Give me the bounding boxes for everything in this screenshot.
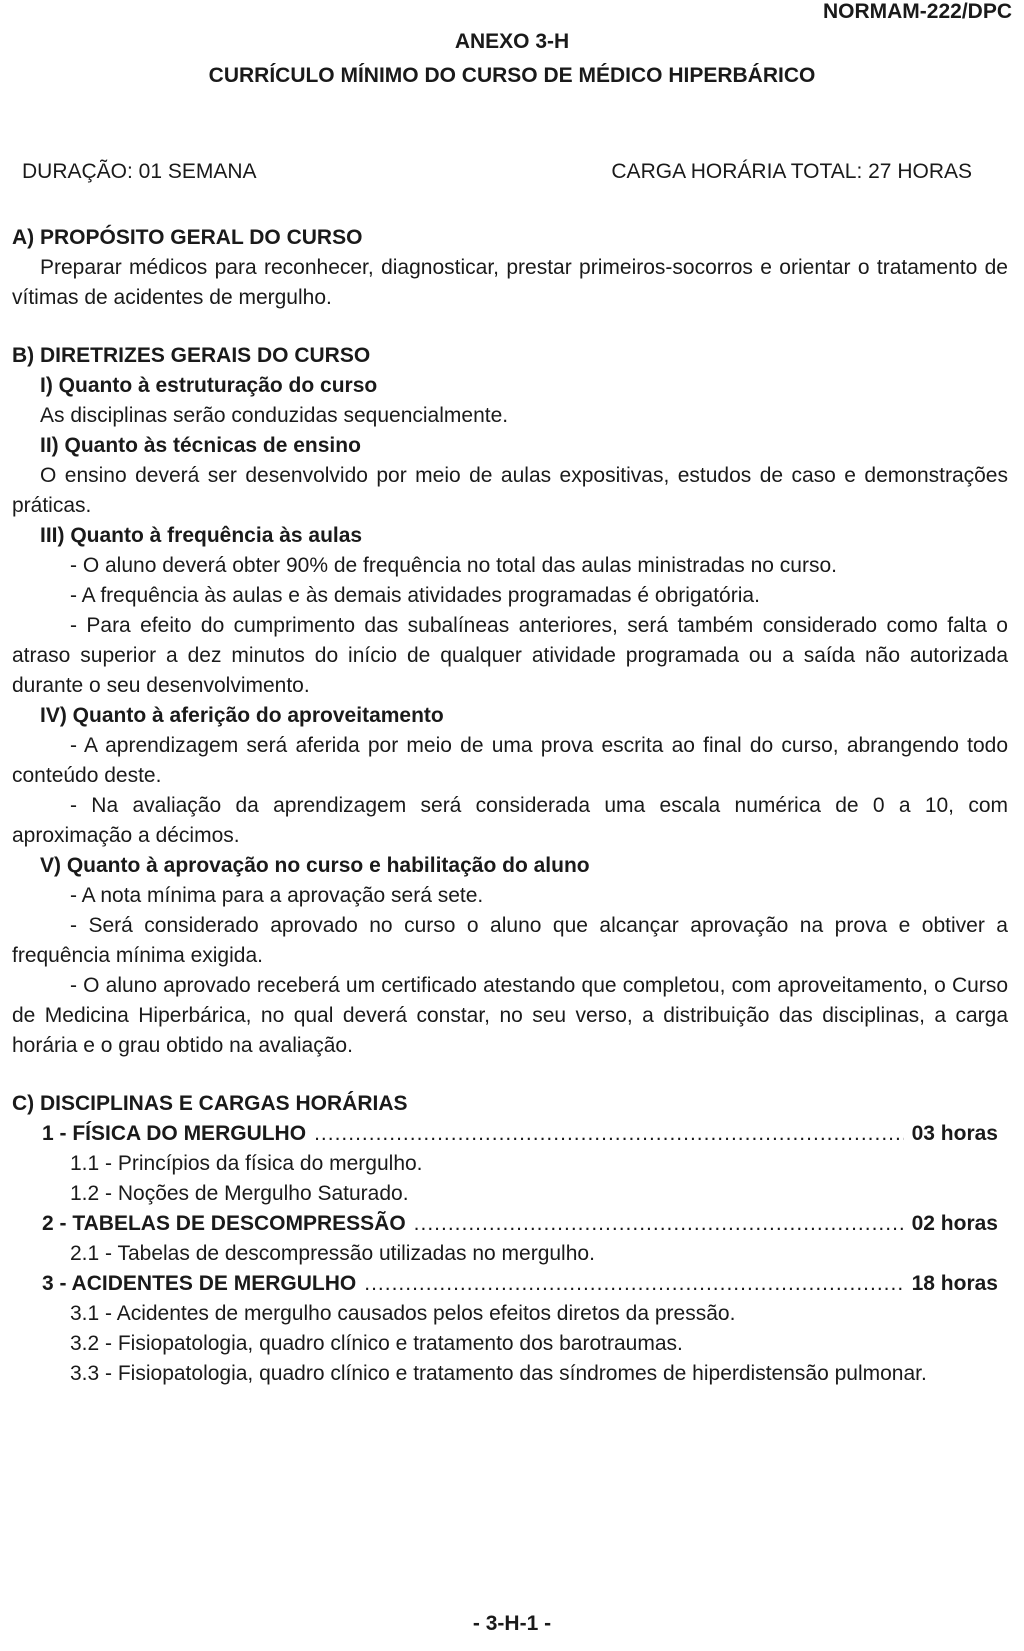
discipline-item: 3.1 - Acidentes de mergulho causados pelos efeitos diretos da pressão.	[70, 1302, 736, 1325]
course-duration: DURAÇÃO: 01 SEMANA	[22, 160, 257, 183]
annex-title: ANEXO 3-H	[454, 30, 570, 53]
discipline-2-row	[12, 1209, 998, 1239]
discipline-item: 2.1 - Tabelas de descompressão utilizadas no mergulho.	[70, 1242, 595, 1265]
discipline-1-row	[12, 1119, 998, 1149]
total-workload: CARGA HORÁRIA TOTAL: 27 HORAS	[611, 160, 972, 183]
document-code: NORMAM-222/DPC	[822, 0, 1012, 23]
subsection-iii-item: - Para efeito do cumprimento das subalíneas anteriores, será também considerado como falta o atraso superior a dez minutos do início de qualquer atividade programada ou a saída não autorizada durante o seu desenvolvimento.	[12, 614, 1008, 697]
subsection-ii-heading: II) Quanto às técnicas de ensino	[40, 434, 361, 457]
subsection-iv-heading: IV) Quanto à aferição do aproveitamento	[40, 704, 444, 727]
subsection-iii-item: - O aluno deverá obter 90% de frequência no total das aulas ministradas no curso.	[70, 554, 837, 577]
discipline-item: 1.1 - Princípios da física do mergulho.	[70, 1152, 423, 1175]
curriculum-title: CURRÍCULO MÍNIMO DO CURSO DE MÉDICO HIPERBÁRICO	[208, 64, 816, 87]
dot-leader	[314, 1119, 904, 1149]
subsection-v-item: - A nota mínima para a aprovação será sete.	[70, 884, 484, 907]
subsection-iii-heading: III) Quanto à frequência às aulas	[40, 524, 363, 547]
subsection-v-heading: V) Quanto à aprovação no curso e habilitação do aluno	[40, 854, 590, 877]
document-body	[12, 223, 1008, 1389]
subsection-iii-item: - A frequência às aulas e às demais atividades programadas é obrigatória.	[70, 584, 760, 607]
discipline-hours: 02 horas	[911, 1212, 998, 1235]
discipline-title: 3 - ACIDENTES DE MERGULHO	[42, 1272, 357, 1295]
discipline-title: 1 - FÍSICA DO MERGULHO	[42, 1122, 307, 1145]
section-c-heading: C) DISCIPLINAS E CARGAS HORÁRIAS	[12, 1092, 408, 1115]
section-a-text: Preparar médicos para reconhecer, diagnosticar, prestar primeiros-socorros e orientar o tratamento de vítimas de acidentes de mergulho.	[12, 256, 1008, 309]
subsection-iv-item: - A aprendizagem será aferida por meio de uma prova escrita ao final do curso, abrangendo todo conteúdo deste.	[12, 734, 1008, 787]
subsection-ii-text: O ensino deverá ser desenvolvido por meio de aulas expositivas, estudos de caso e demonstrações práticas.	[12, 464, 1008, 517]
dot-leader	[414, 1209, 904, 1239]
discipline-item: 3.2 - Fisiopatologia, quadro clínico e tratamento dos barotraumas.	[70, 1332, 683, 1355]
discipline-item: 3.3 - Fisiopatologia, quadro clínico e tratamento das síndromes de hiperdistensão pulmonar.	[70, 1362, 927, 1385]
subsection-v-item: - Será considerado aprovado no curso o aluno que alcançar aprovação na prova e obtiver a frequência mínima exigida.	[12, 914, 1008, 967]
subsection-v-item: - O aluno aprovado receberá um certificado atestando que completou, com aproveitamento, o Curso de Medicina Hiperbárica, no qual deverá constar, no seu verso, a distribuição das disciplinas, a carga horária e o grau obtido na avaliação.	[12, 974, 1008, 1057]
discipline-title: 2 - TABELAS DE DESCOMPRESSÃO	[42, 1212, 406, 1235]
discipline-hours: 18 horas	[911, 1272, 998, 1295]
discipline-item: 1.2 - Noções de Mergulho Saturado.	[70, 1182, 409, 1205]
subsection-iv-item: - Na avaliação da aprendizagem será considerada uma escala numérica de 0 a 10, com aproximação a décimos.	[12, 794, 1008, 847]
discipline-hours: 03 horas	[911, 1122, 998, 1145]
section-a-heading: A) PROPÓSITO GERAL DO CURSO	[12, 226, 363, 249]
section-b-heading: B) DIRETRIZES GERAIS DO CURSO	[12, 344, 371, 367]
page-number: - 3-H-1 -	[472, 1612, 552, 1635]
discipline-3-row	[12, 1269, 998, 1299]
subsection-i-text: As disciplinas serão conduzidas sequencialmente.	[40, 404, 509, 427]
dot-leader	[364, 1269, 903, 1299]
subsection-i-heading: I) Quanto à estruturação do curso	[40, 374, 378, 397]
